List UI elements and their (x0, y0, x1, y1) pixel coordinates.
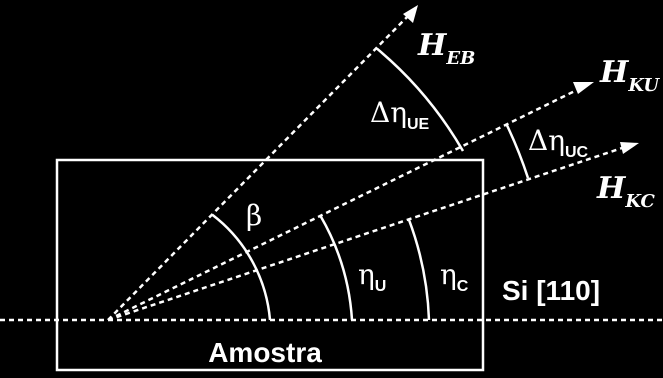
heb-label (417, 28, 475, 69)
delta-eta-uc-arc (507, 125, 528, 179)
eta-c-arc (409, 219, 429, 320)
hkc-label-main: H (597, 171, 626, 206)
hkc-arrowhead (620, 142, 639, 154)
eta-u-main: η (358, 258, 375, 291)
hkc-label-sub: KC (625, 191, 655, 212)
hku-label-sub: KU (628, 75, 660, 96)
delta-eta-uc-label (528, 124, 589, 161)
eta-c-label (440, 258, 469, 295)
heb-arrowhead (403, 5, 418, 23)
delta-eta-ue-label (370, 96, 430, 133)
crystal-axis-label: Si [110] (502, 275, 601, 306)
delta-eta-ue-sub: UE (407, 116, 430, 133)
eta-c-main: η (440, 258, 457, 291)
hkc-label (596, 171, 656, 212)
delta-eta-uc-sub: UC (565, 144, 589, 161)
eta-u-sub: U (374, 278, 387, 295)
heb-label-sub: EB (446, 48, 476, 69)
hku-label-main: H (600, 55, 629, 90)
beta-label: β (246, 199, 263, 232)
heb-label-main: H (418, 28, 447, 63)
eta-u-arc (320, 216, 352, 320)
delta-eta-uc-main: Δη (528, 124, 565, 157)
eta-c-sub: C (456, 278, 469, 295)
hku-label (599, 55, 660, 96)
sample-label: Amostra (208, 337, 322, 368)
delta-eta-ue-main: Δη (370, 96, 407, 129)
hku-arrowhead (573, 82, 594, 94)
eta-u-label (358, 258, 386, 295)
